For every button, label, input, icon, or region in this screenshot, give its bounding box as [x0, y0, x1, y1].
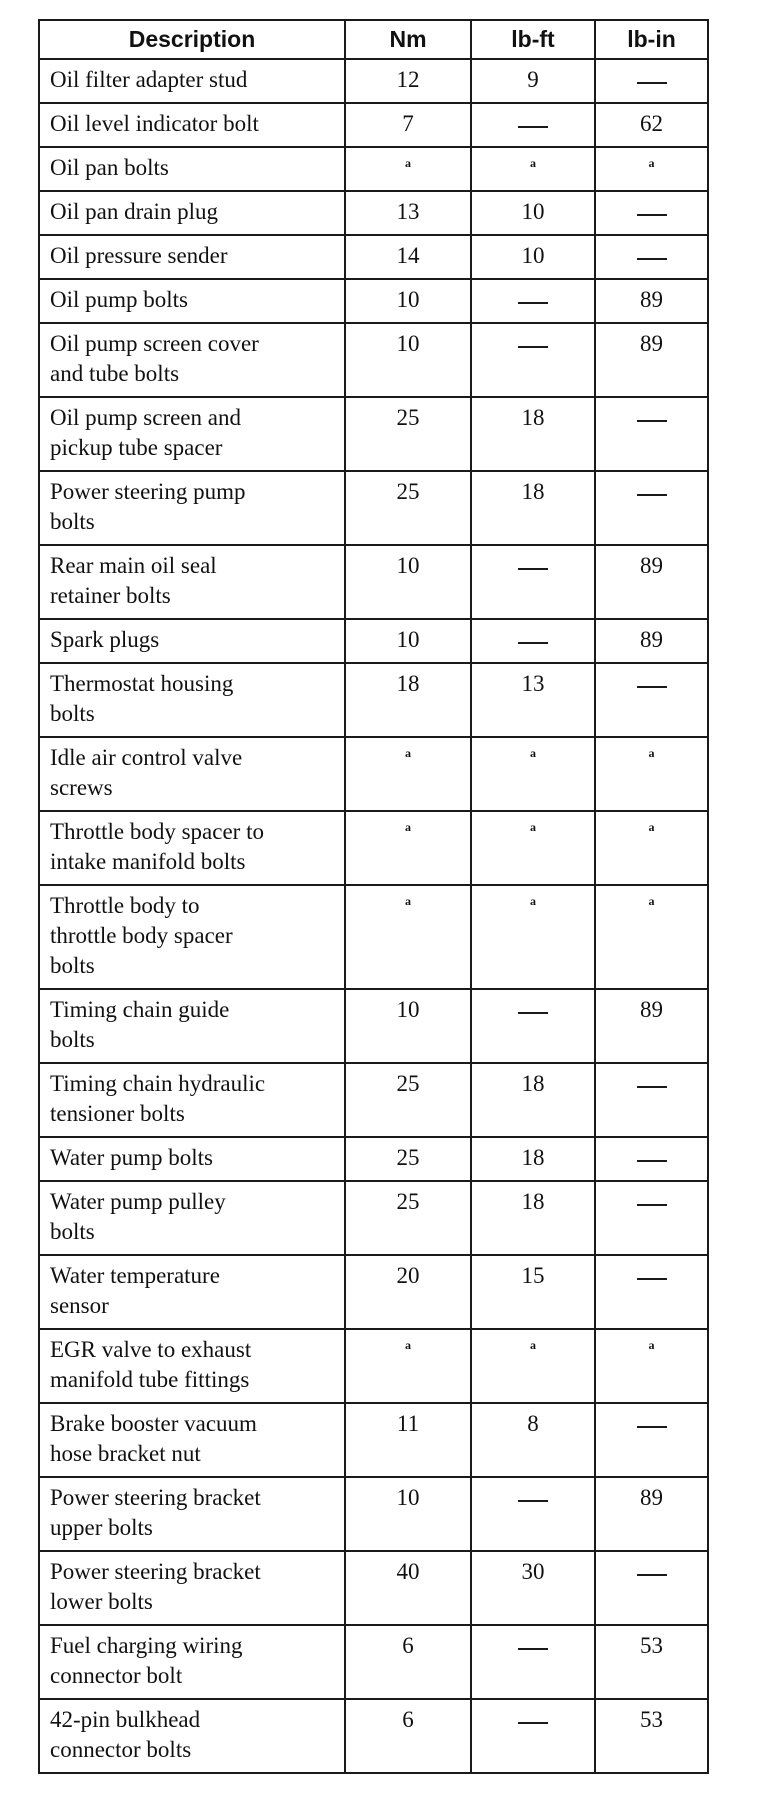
header-nm: Nm — [345, 20, 471, 59]
cell-nm — [345, 737, 471, 811]
footnote-mark: a — [648, 156, 655, 170]
dash-mark — [518, 1722, 548, 1724]
cell-lbin — [595, 1255, 708, 1329]
dash-mark — [518, 126, 548, 128]
cell-lbft: 8 — [471, 1403, 595, 1477]
table-row — [39, 59, 708, 103]
footnote-mark: a — [530, 820, 536, 834]
footnote-mark: a — [530, 894, 536, 908]
cell-description: Water temperature sensor — [39, 1255, 345, 1329]
table-row — [39, 235, 708, 279]
cell-nm — [345, 1329, 471, 1403]
cell-lbin: 89 — [595, 1477, 708, 1551]
cell-lbft — [471, 323, 595, 397]
cell-lbin — [595, 1181, 708, 1255]
cell-lbin — [595, 663, 708, 737]
cell-lbin — [595, 1063, 708, 1137]
cell-nm: 25 — [345, 1137, 471, 1181]
cell-nm: 7 — [345, 103, 471, 147]
cell-nm: 12 — [345, 59, 471, 103]
table-row — [39, 1255, 708, 1329]
cell-lbin — [595, 1137, 708, 1181]
cell-lbft — [471, 1625, 595, 1699]
cell-lbin — [595, 235, 708, 279]
cell-lbft — [471, 103, 595, 147]
dash-mark — [518, 1648, 548, 1650]
header-description: Description — [39, 20, 345, 59]
table-body — [39, 59, 708, 1773]
cell-nm: 18 — [345, 663, 471, 737]
cell-description: Timing chain hydraulic tensioner bolts — [39, 1063, 345, 1137]
cell-lbin: 89 — [595, 619, 708, 663]
dash-mark — [637, 1278, 667, 1280]
cell-lbft: 30 — [471, 1551, 595, 1625]
footnote-mark: a — [405, 746, 411, 760]
cell-nm: 10 — [345, 323, 471, 397]
cell-description: Power steering pump bolts — [39, 471, 345, 545]
dash-mark — [518, 642, 548, 644]
cell-description: Oil pan bolts — [39, 147, 345, 191]
cell-lbin: 53 — [595, 1699, 708, 1773]
cell-lbft — [471, 885, 595, 989]
dash-mark — [637, 82, 667, 84]
footnote-mark: a — [530, 156, 536, 170]
table-row — [39, 191, 708, 235]
cell-lbft — [471, 737, 595, 811]
cell-lbft — [471, 1477, 595, 1551]
table-row — [39, 1329, 708, 1403]
cell-nm: 25 — [345, 1181, 471, 1255]
table-row — [39, 1137, 708, 1181]
cell-description: Thermostat housing bolts — [39, 663, 345, 737]
cell-nm: 6 — [345, 1699, 471, 1773]
cell-lbft: 18 — [471, 1137, 595, 1181]
cell-description: Spark plugs — [39, 619, 345, 663]
table-row — [39, 737, 708, 811]
cell-lbin — [595, 191, 708, 235]
cell-nm: 20 — [345, 1255, 471, 1329]
cell-lbft: 15 — [471, 1255, 595, 1329]
dash-mark — [518, 1012, 548, 1014]
table-row — [39, 989, 708, 1063]
cell-lbin — [595, 1403, 708, 1477]
cell-nm — [345, 147, 471, 191]
cell-lbin: 53 — [595, 1625, 708, 1699]
cell-lbin — [595, 1329, 708, 1403]
cell-nm: 10 — [345, 1477, 471, 1551]
dash-mark — [637, 420, 667, 422]
dash-mark — [637, 214, 667, 216]
header-row — [39, 20, 708, 59]
table-row — [39, 811, 708, 885]
cell-description: Throttle body spacer to intake manifold bolts — [39, 811, 345, 885]
cell-lbin: 89 — [595, 279, 708, 323]
cell-nm: 10 — [345, 279, 471, 323]
cell-description: Oil pressure sender — [39, 235, 345, 279]
cell-description: Brake booster vacuum hose bracket nut — [39, 1403, 345, 1477]
cell-nm: 11 — [345, 1403, 471, 1477]
cell-nm — [345, 885, 471, 989]
table-row — [39, 1403, 708, 1477]
footnote-mark: a — [405, 894, 411, 908]
table-row — [39, 545, 708, 619]
table-row — [39, 279, 708, 323]
cell-description: Power steering bracket upper bolts — [39, 1477, 345, 1551]
cell-description: Power steering bracket lower bolts — [39, 1551, 345, 1625]
dash-mark — [518, 568, 548, 570]
footnote-mark: a — [648, 1338, 655, 1352]
cell-description: Oil pan drain plug — [39, 191, 345, 235]
footnote-mark: a — [405, 156, 411, 170]
cell-lbft — [471, 147, 595, 191]
dash-mark — [637, 1574, 667, 1576]
cell-lbft: 18 — [471, 471, 595, 545]
dash-mark — [637, 686, 667, 688]
table-row — [39, 1181, 708, 1255]
dash-mark — [637, 1204, 667, 1206]
torque-spec-table — [38, 19, 709, 1774]
cell-nm: 13 — [345, 191, 471, 235]
cell-lbin — [595, 471, 708, 545]
cell-lbin — [595, 885, 708, 989]
table-row — [39, 1551, 708, 1625]
cell-description: Oil pump screen cover and tube bolts — [39, 323, 345, 397]
table-row — [39, 1477, 708, 1551]
dash-mark — [637, 1160, 667, 1162]
table-row — [39, 103, 708, 147]
cell-lbft: 18 — [471, 1181, 595, 1255]
cell-description: Oil pump screen and pickup tube spacer — [39, 397, 345, 471]
cell-description: Idle air control valve screws — [39, 737, 345, 811]
cell-lbft — [471, 279, 595, 323]
cell-lbft — [471, 619, 595, 663]
cell-lbin — [595, 59, 708, 103]
cell-description: Oil pump bolts — [39, 279, 345, 323]
dash-mark — [518, 1500, 548, 1502]
dash-mark — [637, 258, 667, 260]
footnote-mark: a — [405, 820, 411, 834]
cell-description: Water pump pulley bolts — [39, 1181, 345, 1255]
dash-mark — [637, 1426, 667, 1428]
cell-nm — [345, 811, 471, 885]
cell-lbin — [595, 397, 708, 471]
table-row — [39, 1625, 708, 1699]
cell-nm: 40 — [345, 1551, 471, 1625]
cell-lbin — [595, 737, 708, 811]
cell-nm: 10 — [345, 545, 471, 619]
table-row — [39, 397, 708, 471]
cell-description: 42-pin bulkhead connector bolts — [39, 1699, 345, 1773]
footnote-mark: a — [530, 746, 536, 760]
table-row — [39, 1699, 708, 1773]
table-row — [39, 471, 708, 545]
cell-lbft: 18 — [471, 397, 595, 471]
cell-lbft: 13 — [471, 663, 595, 737]
header-lbin: lb-in — [595, 20, 708, 59]
cell-lbft: 10 — [471, 191, 595, 235]
cell-lbin: 89 — [595, 989, 708, 1063]
cell-description: Oil level indicator bolt — [39, 103, 345, 147]
cell-nm: 25 — [345, 471, 471, 545]
table-row — [39, 619, 708, 663]
table-row — [39, 147, 708, 191]
header-lbft: lb-ft — [471, 20, 595, 59]
cell-lbin — [595, 1551, 708, 1625]
footnote-mark: a — [405, 1338, 411, 1352]
cell-nm: 14 — [345, 235, 471, 279]
cell-description: Fuel charging wiring connector bolt — [39, 1625, 345, 1699]
cell-lbft — [471, 1699, 595, 1773]
footnote-mark: a — [530, 1338, 536, 1352]
cell-description: EGR valve to exhaust manifold tube fittings — [39, 1329, 345, 1403]
table-row — [39, 1063, 708, 1137]
cell-description: Rear main oil seal retainer bolts — [39, 545, 345, 619]
dash-mark — [637, 494, 667, 496]
cell-description: Oil filter adapter stud — [39, 59, 345, 103]
cell-lbin: 89 — [595, 323, 708, 397]
table-row — [39, 885, 708, 989]
dash-mark — [518, 302, 548, 304]
table-row — [39, 663, 708, 737]
cell-lbin: 62 — [595, 103, 708, 147]
cell-lbft — [471, 989, 595, 1063]
cell-lbft — [471, 1329, 595, 1403]
cell-lbin: 89 — [595, 545, 708, 619]
footnote-mark: a — [648, 820, 655, 834]
cell-nm: 10 — [345, 989, 471, 1063]
cell-nm: 25 — [345, 1063, 471, 1137]
cell-lbft — [471, 545, 595, 619]
cell-lbin — [595, 147, 708, 191]
cell-lbft: 9 — [471, 59, 595, 103]
table-row — [39, 323, 708, 397]
cell-lbft: 18 — [471, 1063, 595, 1137]
cell-description: Timing chain guide bolts — [39, 989, 345, 1063]
cell-description: Water pump bolts — [39, 1137, 345, 1181]
cell-nm: 6 — [345, 1625, 471, 1699]
footnote-mark: a — [648, 894, 655, 908]
cell-nm: 10 — [345, 619, 471, 663]
dash-mark — [637, 1086, 667, 1088]
cell-lbft: 10 — [471, 235, 595, 279]
footnote-mark: a — [648, 746, 655, 760]
cell-nm: 25 — [345, 397, 471, 471]
dash-mark — [518, 346, 548, 348]
cell-description: Throttle body to throttle body spacer bolts — [39, 885, 345, 989]
cell-lbft — [471, 811, 595, 885]
cell-lbin — [595, 811, 708, 885]
